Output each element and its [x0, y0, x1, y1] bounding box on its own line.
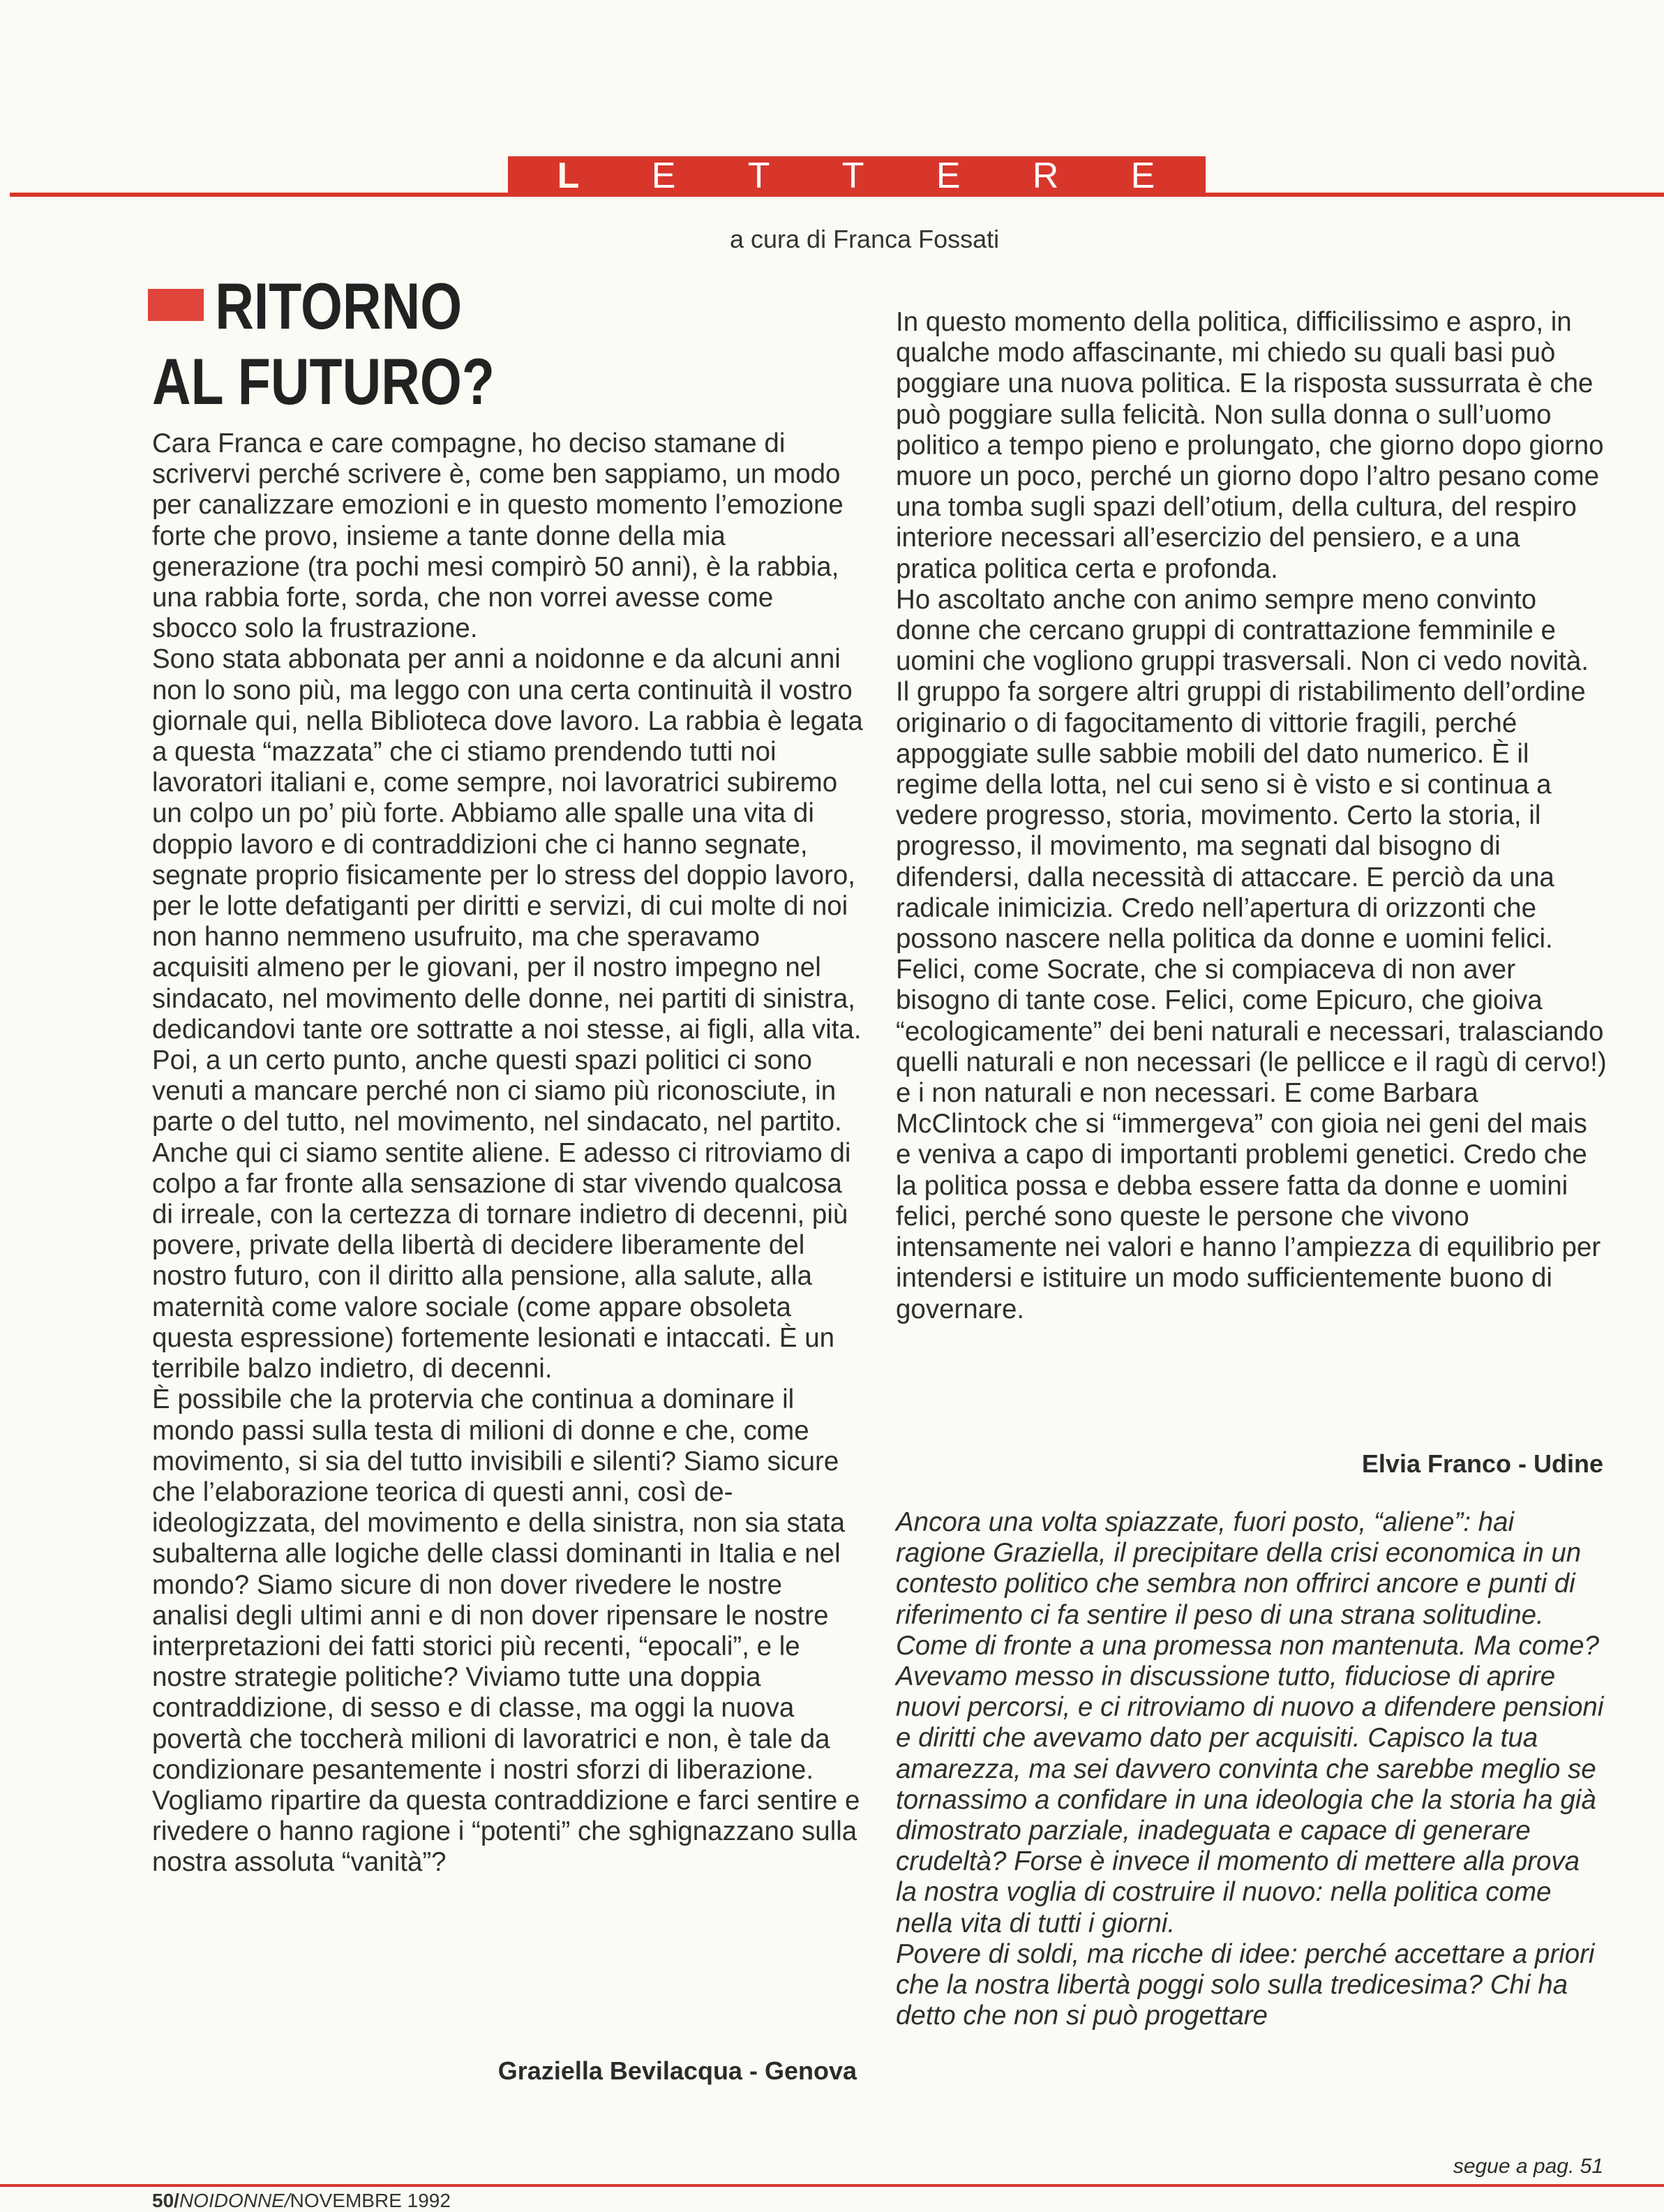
section-header-band [508, 156, 1206, 195]
letter-paragraph: Cara Franca e care compagne, ho deciso stamane di scrivervi perché scrivere è, come ben sappiamo, un modo per canalizzare emozioni e in questo momento l’emozione forte che provo, insieme a tante donne della mia generazione (tra pochi mesi compirò 50 anni), è la rabbia, una rabbia forte, sorda, che non vorrei avesse come sbocco solo la frustrazione. [152, 428, 844, 644]
editor-reply [896, 1507, 1607, 2031]
curator-line: a cura di Franca Fossati [730, 225, 1000, 253]
letter-paragraph: Anche qui ci siamo sentite aliene. E adesso ci ritroviamo di colpo a far fronte alla sensazione di star vivendo qualcosa di irreale, con la certezza di tornare indietro di decenni, più povere, private della libertà di decidere liberamente del nostro futuro, con il diritto alla pensione, alla salute, alla maternità come valore sociale (come appare obsoleta questa espressione) fortemente lesionati e intaccati. È un terribile balzo indietro, di decenni. [152, 1137, 851, 1384]
title-line-1: RITORNO [215, 269, 463, 343]
header-letter: L [557, 156, 581, 196]
header-letter: E [936, 156, 962, 196]
header-letter: R [1032, 156, 1060, 196]
letter2-signature: Elvia Franco - Udine [1361, 1449, 1603, 1478]
letter-paragraph: È possibile che la protervia che continua a dominare il mondo passi sulla testa di milioni di donne e che, come movimento, si sia del tutto invisibili e silenti? Siamo sicure che l’elaborazione teorica di questi anni, così de-ideologizzata, del movimento e della sinistra, non sia stata subalterna alle logiche delle classi dominanti in Italia e nel mondo? Siamo sicure di non dover rivedere le nostre analisi degli ultimi anni e di non dover ripensare le nostre interpretazioni dei fatti storici più recenti, “epocali”, e le nostre strategie politiche? Viviamo tutte una doppia contraddizione, di sesso e di classe, ma oggi la nuova povertà che toccherà milioni di lavoratrici e non, è tale da condizionare pesantemente i nostri sforzi di liberazione. Vogliamo ripartire da questa contraddizione e farci sentire e rivedere o hanno ragione i “potenti” che sghignazzano sulla nostra assoluta “vanità”? [152, 1384, 860, 1878]
magazine-name: NOIDONNE/ [179, 2190, 290, 2211]
header-letter: T [841, 156, 866, 196]
letter2-paragraph: Felici, come Socrate, che si compiaceva di non aver bisogno di tante cose. Felici, come Epicuro, che gioiva “ecologicamente” dei beni naturali e necessari, tralasciando quelli naturali e non necessari (le pellicce e il ragù di cervo!) e i non naturali e non necessari. E come Barbara McClintock che si “immergeva” con gioia nei geni del mais e veniva a capo di importanti problemi genetici. Credo che la politica possa e debba essere fatta da donne e uomini felici, perché sono queste le persone che vivono intensamente nei valori e hanno l’ampiezza di equilibrio per intendersi e istituire un modo sufficientemente buono di governare. [896, 955, 1607, 1324]
header-letter: E [1130, 156, 1157, 196]
letter-paragraph: Poi, a un certo punto, anche questi spazi politici ci sono venuti a mancare perché non ci siamo più riconosciute, in parte o del tutto, nel movimento, nel sindacato, nel partito. [152, 1045, 842, 1137]
letter-paragraph: Sono stata abbonata per anni a noidonne e da alcuni anni non lo sono più, ma leggo con una certa continuità il vostro giornale qui, nella Biblioteca dove lavoro. La rabbia è legata a questa “mazzata” che ci stiamo prendendo tutti noi lavoratori italiani e, come sempre, noi lavoratrici subiremo un colpo un po’ più forte. Abbiamo alle spalle una vita di doppio lavoro e di contraddizioni che ci hanno segnate, segnate proprio fisicamente per lo stress del doppio lavoro, per le lotte defatiganti per diritti e servizi, di cui molte di noi non hanno nemmeno usufruito, ma che speravamo acquisiti almeno per le giovani, per il nostro impegno nel sindacato, nel movimento delle donne, nei partiti di sinistra, dedicandovi tante ore sottratte a noi stesse, ai figli, alla vita. [152, 644, 863, 1045]
header-letter: E [651, 156, 677, 196]
issue-date: NOVEMBRE 1992 [290, 2190, 451, 2211]
letter2-paragraph: In questo momento della politica, difficilissimo e aspro, in qualche modo affascinante, mi chiedo su quali basi può poggiare una nuova politica. E la risposta sussurrata è che può poggiare sulla felicità. Non sulla donna o sull’uomo politico a tempo pieno e prolungato, che giorno dopo giorno muore un poco, perché un giorno dopo l’altro pesano come una tomba sugli spazi dell’otium, della cultura, del respiro interiore necessari all’esercizio del pensiero, e a una pratica politica certa e profonda. [896, 307, 1604, 584]
page-footer [152, 2190, 451, 2212]
letter-column-left [152, 428, 864, 1878]
reply-paragraph: Ancora una volta spiazzate, fuori posto, “aliene”: hai ragione Graziella, il precipitare della crisi economica in un contesto politico che sembra non offrirci ancore e punti di riferimento ci fa sentire il peso di una strana solitudine. Come di fronte a una promessa non mantenuta. Ma come? Avevamo messo in discussione tutto, fiduciose di aprire nuovi percorsi, e ci ritroviamo di nuovo a difendere pensioni e diritti che avevamo dato per acquisiti. Capisco la tua amarezza, ma sei davvero convinta che sarebbe meglio se tornassimo a confidare in una ideologia che la storia ha già dimostrato parziale, inadeguata e capace di generare crudeltà? Forse è invece il momento di mettere alla prova la nostra voglia di costruire il nuovo: nella politica come nella vita di tutti i giorni. [896, 1507, 1604, 1938]
letter-column-right [896, 307, 1607, 1325]
letter2-paragraph: Ho ascoltato anche con animo sempre meno convinto donne che cercano gruppi di contrattazione femminile e uomini che vogliono gruppi trasversali. Non ci vedo novità. Il gruppo fa sorgere altri gruppi di ristabilimento dell’ordine originario o di fagocitamento di vittorie fragili, perché appoggiate sulle sabbie mobili del dato numerico. È il regime della lotta, nel cui seno si è visto e si continua a vedere progresso, storia, movimento. Certo la storia, il progresso, il movimento, ma segnati dal bisogno di difendersi, dalla necessità di attaccare. E perciò da una radicale inimicizia. Credo nell’apertura di orizzonti che possono nascere nella politica da donne e uomini felici. [896, 584, 1589, 955]
reply-paragraph: Povere di soldi, ma ricche di idee: perché accettare a priori che la nostra libertà poggi solo sulla tredicesima? Chi ha detto che non si può progettare [896, 1938, 1595, 2031]
continued-note: segue a pag. 51 [1453, 2155, 1603, 2178]
header-letter: T [747, 156, 772, 196]
title-line-2: AL FUTURO? [152, 345, 495, 418]
letter-signature: Graziella Bevilacqua - Genova [497, 2056, 857, 2085]
footer-rule [0, 2184, 1664, 2187]
page-number: 50/ [152, 2190, 179, 2211]
article-title [152, 269, 610, 419]
